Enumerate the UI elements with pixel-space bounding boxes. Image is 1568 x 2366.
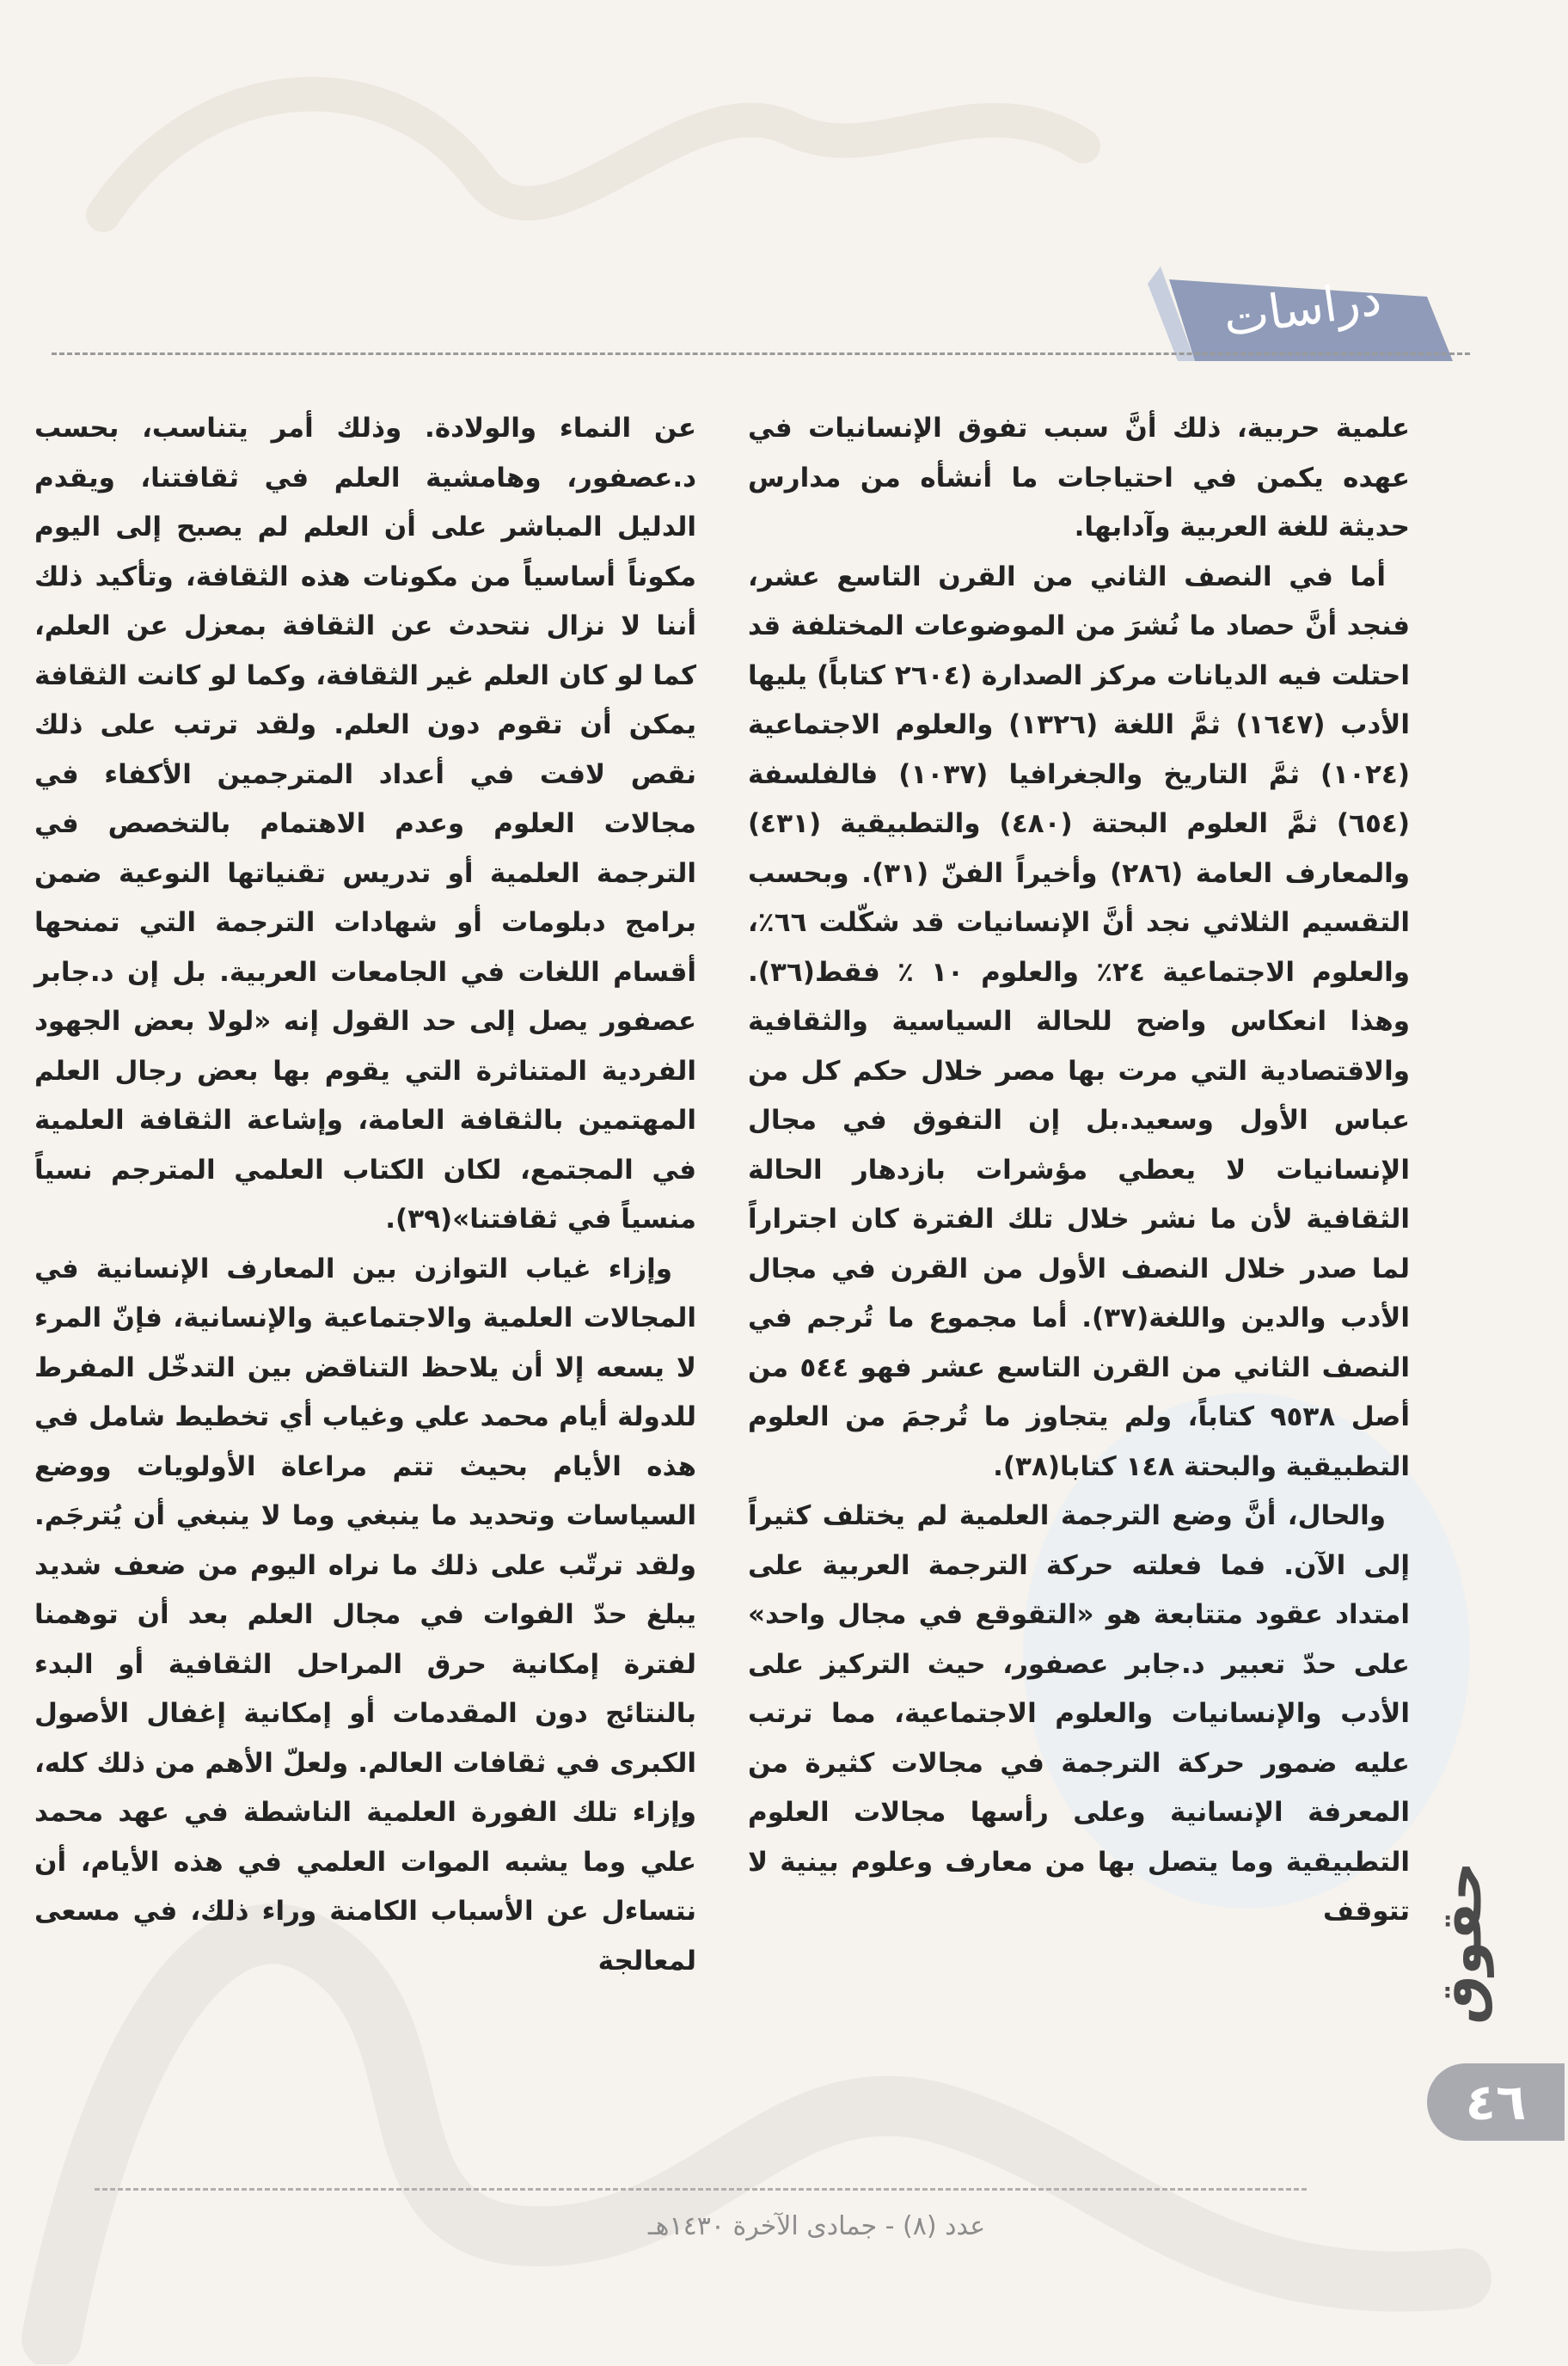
section-label: دراسات bbox=[1220, 270, 1385, 348]
paragraph: أما في النصف الثاني من القرن التاسع عشر، فنجد أنَّ حصاد ما نُشرَ من الموضوعات المختلفة قد احتلت فيه الديانات مركز الصدارة (٢٦٠٤ كتاباً) يليها الأدب (١٦٤٧) ثمَّ اللغة (١٣٢٦) والعلوم الاجتماعية (١٠٢٤) ثمَّ التاريخ والجغرافيا (١٠٣٧) فالفلسفة (٦٥٤) ثمَّ العلوم البحتة (٤٨٠) والتطبيقية (٤٣١) والمعارف العامة (٢٨٦) وأخيراً الفنّ (٣١). وبحسب التقسيم الثلاثي نجد أنَّ الإنسانيات قد شكّلت ٦٦٪، والعلوم الاجتماعية ٢٤٪ والعلوم ١٠ ٪ فقط(٣٦). وهذا انعكاس واضح للحالة السياسية والثقافية والاقتصادية التي مرت بها مصر خلال حكم كل من عباس الأول وسعيد.بل إن التفوق في مجال الإنسانيات لا يعطي مؤشرات بازدهار الحالة الثقافية لأن ما نشر خلال تلك الفترة كان اجتراراً لما صدر خلال النصف الأول من القرن في مجال الأدب والدين واللغة(٣٧). أما مجموع ما تُرجم في النصف الثاني من القرن التاسع عشر فهو ٥٤٤ من أصل ٩٥٣٨ كتاباً، ولم يتجاوز ما تُرجمَ من العلوم التطبيقية والبحتة ١٤٨ كتابا(٣٨). bbox=[748, 561, 1410, 1482]
paragraph: وإزاء غياب التوازن بين المعارف الإنسانية في المجالات العلمية والاجتماعية والإنسانية، فإنّ المرء لا يسعه إلا أن يلاحظ التناقض بين التدخّل المفرط للدولة أيام محمد علي وغياب أي تخطيط شامل في هذه الأيام بحيث تتم مراعاة الأولويات ووضع السياسات وتحديد ما ينبغي وما لا ينبغي أن يُترجَم. ولقد ترتّب على ذلك ما نراه اليوم من ضعف شديد يبلغ حدّ الفوات في مجال العلم بعد أن توهمنا لفترة إمكانية حرق المراحل الثقافية أو البدء بالنتائج دون المقدمات أو إمكانية إغفال الأصول الكبرى في ثقافات العالم. ولعلّ الأهم من ذلك كله، وإزاء تلك الفورة العلمية الناشطة في عهد محمد علي وما يشبه الموات العلمي في هذه الأيام، أن نتساءل عن الأسباب الكامنة وراء ذلك، في مسعى لمعالجة bbox=[34, 1253, 696, 1977]
right-column bbox=[748, 404, 1410, 2149]
paragraph: عن النماء والولادة. وذلك أمر يتناسب، بحسب د.عصفور، وهامشية العلم في ثقافتنا، ويقدم الدليل المباشر على أن العلم لم يصبح إلى اليوم مكوناً أساسياً من مكونات هذه الثقافة، وتأكيد ذلك أننا لا نزال نتحدث عن الثقافة بمعزل عن العلم، كما لو كان العلم غير الثقافة، وكما لو كانت الثقافة يمكن أن تقوم دون العلم. ولقد ترتب على ذلك نقص لافت في أعداد المترجمين الأكفاء في مجالات العلوم وعدم الاهتمام بالتخصص في الترجمة العلمية أو تدريس تقنياتها النوعية ضمن برامج دبلومات أو شهادات الترجمة التي تمنحها أقسام اللغات في الجامعات العربية. بل إن د.جابر عصفور يصل إلى حد القول إنه «لولا بعض الجهود الفردية المتناثرة التي يقوم بها بعض رجال العلم المهتمين بالثقافة العامة، وإشاعة الثقافة العلمية في المجتمع، لكان الكتاب العلمي المترجم نسياً منسياً في ثقافتنا»(٣٩). bbox=[34, 413, 696, 1235]
page-number: ٤٦ bbox=[1427, 2063, 1565, 2141]
watermark-swirl-icon bbox=[34, 26, 1152, 284]
paragraph: والحال، أنَّ وضع الترجمة العلمية لم يختلف كثيراً إلى الآن. فما فعلته حركة الترجمة العربية على امتداد عقود متتابعة هو «التقوقع في مجال واحد» على حدّ تعبير د.جابر عصفور، حيث التركيز على الأدب والإنسانيات والعلوم الاجتماعية، مما ترتب عليه ضمور حركة الترجمة في مجالات كثيرة من المعرفة الإنسانية وعلى رأسها مجالات العلوم التطبيقية وما يتصل بها من معارف وعلوم بينية لا تتوقف bbox=[748, 1500, 1410, 1927]
left-column bbox=[34, 404, 696, 2149]
issue-footer: عدد (٨) - جمادى الآخرة ١٤٣٠هـ bbox=[647, 2211, 986, 2241]
paragraph: علمية حربية، ذلك أنَّ سبب تفوق الإنسانيات في عهده يكمن في احتياجات ما أنشأه من مدارس حديثة للغة العربية وآدابها. bbox=[748, 413, 1410, 542]
bottom-divider bbox=[95, 2188, 1307, 2191]
calligraphy-watermark bbox=[34, 26, 1152, 284]
top-divider bbox=[52, 352, 1470, 355]
magazine-logo-text: حقوق bbox=[1430, 1861, 1495, 2025]
magazine-logo bbox=[1418, 1848, 1513, 2038]
